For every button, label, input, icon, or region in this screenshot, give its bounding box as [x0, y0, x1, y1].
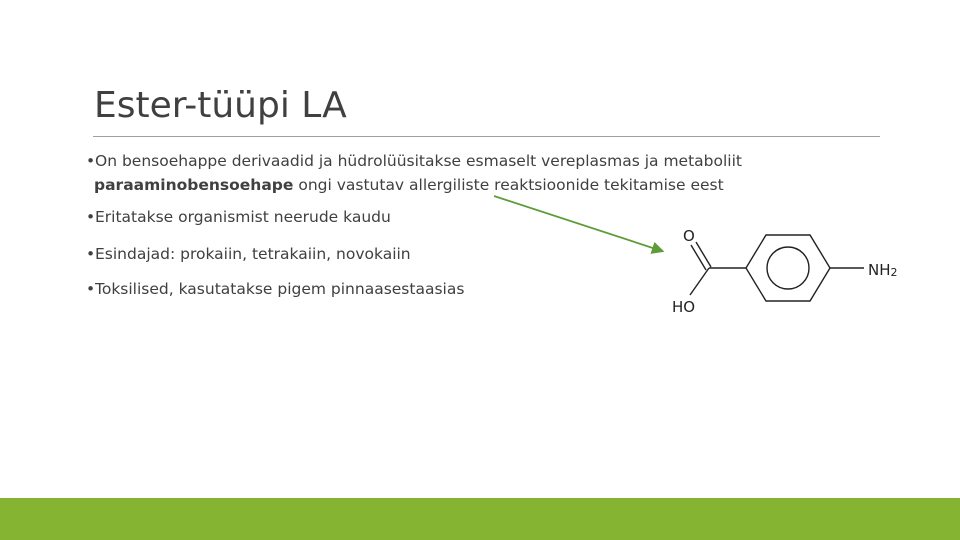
bullet-dot: • — [86, 245, 96, 263]
bullet-3-text: Esindajad: prokaiin, tetrakaiin, novokaiin — [95, 245, 411, 263]
bullet-1-bold-term: paraaminobensoehape — [94, 176, 294, 194]
hydroxyl-bond — [690, 268, 709, 295]
bullet-1-line2: ongi vastutav allergiliste reaktsioonide tekitamise eest — [293, 176, 724, 194]
bullet-item-4 — [86, 277, 464, 301]
benzene-ring — [746, 235, 830, 301]
carbonyl-bond-2 — [696, 242, 711, 267]
oxygen-label: O — [683, 227, 695, 245]
amine-label — [868, 261, 898, 279]
paba-structure-diagram — [660, 215, 920, 325]
amine-label-subscript: 2 — [890, 266, 898, 279]
bullet-item-1 — [86, 149, 742, 197]
carbonyl-bond-1 — [691, 245, 706, 270]
title-divider — [93, 136, 880, 137]
footer-accent-bar — [0, 498, 960, 540]
bullet-2-text: Eritatakse organismist neerude kaudu — [95, 208, 391, 226]
amine-label-text: NH — [868, 261, 891, 279]
bullet-item-2 — [86, 205, 391, 229]
hydroxyl-label: HO — [672, 298, 696, 316]
bullet-item-3 — [86, 242, 411, 266]
aromatic-circle — [767, 247, 809, 289]
bullet-dot: • — [86, 208, 96, 226]
bullet-1-line1: On bensoehappe derivaadid ja hüdrolüüsitakse esmaselt vereplasmas ja metaboliit — [95, 152, 742, 170]
bullet-dot: • — [86, 152, 96, 170]
slide-title: Ester-tüüpi LA — [94, 85, 347, 126]
bullet-dot: • — [86, 280, 96, 298]
bullet-4-text: Toksilised, kasutatakse pigem pinnaasestaasias — [95, 280, 465, 298]
